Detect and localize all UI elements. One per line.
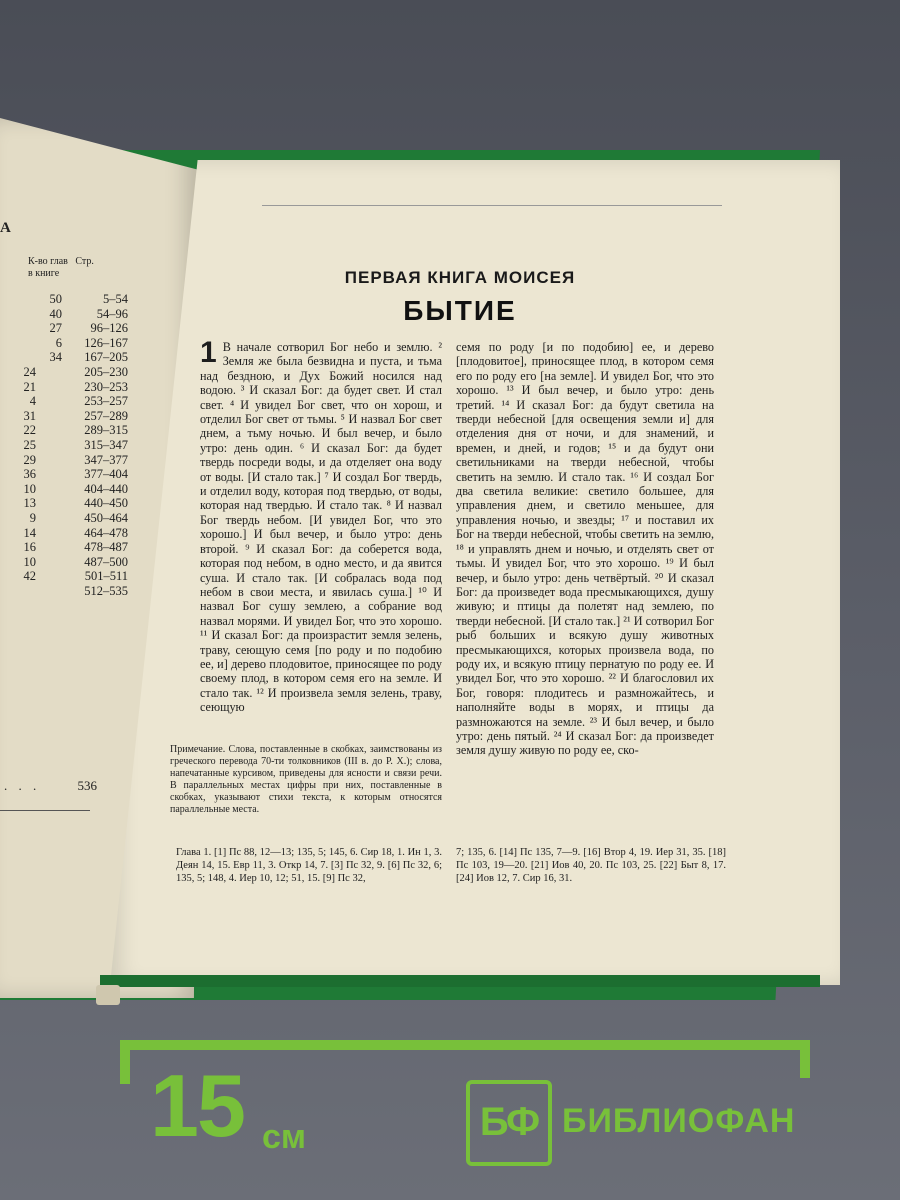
toc-cell: 440–450 xyxy=(84,496,128,511)
toc-cell: 21 xyxy=(23,379,36,394)
toc-cell: 42 xyxy=(23,569,36,584)
book-subtitle: ПЕРВАЯ КНИГА МОИСЕЯ xyxy=(344,268,576,287)
toc-row xyxy=(0,307,200,321)
toc-cell: 96–126 xyxy=(90,321,128,336)
text-column-left-body: В начале сотворил Бог небо и землю. ² Земля же была безвидна и пуста, и тьма над бездною, и Дух Божий носился над водою. ³ И сказал Бог: да будет свет. И стал свет. ⁴ И увидел Бог свет, что он хорош, и отделил Бог свет от тьмы. ⁵ И назвал Бог свет днем, а тьму ночью. И был вечер, и было утро: день один. ⁶ И сказал Бог: да будет твердь посреди воды, и да отделяет она воду от воды. [И стало так.] ⁷ И создал Бог твердь, и отделил воду, которая под твердью, от воды, которая над твердью. И стало так. ⁸ И назвал Бог твердь небом. [И увидел Бог, что это хорошо.] И был вечер, и было утро: день второй. ⁹ И сказал Бог: да соберется вода, которая под небом, в одно место, и да явится суша. И стало так. [И собралась вода под небом в свои места, и явилась суша.] ¹⁰ И назвал Бог сушу землею, а собрание вод назвал морями. И увидел Бог, что это хорошо. ¹¹ И сказал Бог: да произрастит земля зелень, траву, сеющую семя [по роду и по подобию ее, и] дерево плодовитое, приносящее по роду своему плод, в котором семя его на земле. И стало так. ¹² И произвела земля зелень, траву, сеющую xyxy=(200,340,442,715)
toc-row xyxy=(0,292,200,306)
toc-cell: 205–230 xyxy=(84,365,128,379)
toc-footer: . . . 536 xyxy=(4,778,97,793)
toc-cell: 167–205 xyxy=(84,350,128,365)
book-title: БЫТИЕ xyxy=(403,295,517,326)
logo-mark: БФ xyxy=(479,1100,539,1144)
toc-cell: 501–511 xyxy=(84,569,128,584)
logo-name: БИБЛИОФАН xyxy=(562,1102,796,1140)
toc-cell: 25 xyxy=(23,438,36,452)
toc-cell: 126–167 xyxy=(84,335,128,350)
toc-row xyxy=(0,350,200,364)
toc-cell: 6 xyxy=(55,335,62,350)
toc-cell: 5–54 xyxy=(103,292,128,306)
toc-cell: 24 xyxy=(23,365,36,379)
toc-cell: 404–440 xyxy=(84,481,128,496)
toc-cell: 13 xyxy=(23,496,36,511)
toc-cell: 512–535 xyxy=(84,584,128,598)
toc-row xyxy=(0,380,200,394)
toc-row xyxy=(0,394,200,408)
toc-cell: 487–500 xyxy=(84,554,128,569)
toc-cell: 347–377 xyxy=(84,452,128,467)
toc-cell: 377–404 xyxy=(84,467,128,482)
cross-references-right: 7; 135, 6. [14] Пс 135, 7—9. [16] Втор 4, 19. Иер 31, 35. [18] Пс 103, 19—20. [21] Иов 40, 20. Пс 103, 25. [22] Быт 8, 17. [24] Иов 12, 7. Сир 16, 31. xyxy=(456,847,726,884)
toc-cell: 253–257 xyxy=(84,394,128,409)
page-header-rule xyxy=(262,205,722,206)
text-column-right: семя по роду [и по подобию] ее, и дерево [плодовитое], приносящее плод, в котором семя его по роду его [на земле]. И увидел Бог, что это хорошо. ¹³ И был вечер, и было утро: день третий. ¹⁴ И сказал Бог: да будут светила на тверди небесной [для освещения земли и] для отделения дня от ночи, и для знамений, и времен, и дней, и годов; ¹⁵ и да будут они светильниками на тверди небесной, чтобы светить на землю. И стало так. ¹⁶ И создал Бог два светила великие: светило большее, для управления днем, и светило меньшее, для управления ночью, и звезды; ¹⁷ и поставил их Бог на тверди небесной, чтобы светить на землю, ¹⁸ и управлять днем и ночью, и отделять свет от тьмы. И увидел Бог, что это хорошо. ¹⁹ И был вечер, и было утро: день четвёртый. ²⁰ И сказал Бог: да произведет вода пресмыкающихся, душу живую; и птицы да полетят над землею, по тверди небесной. [И стало так.] ²¹ И сотворил Бог рыб больших и всякую душу животных пресмыкающихся, которых произвела вода, по роду их, и всякую птицу пернатую по роду ее. И увидел Бог, что это хорошо. ²² И благословил их Бог, говоря: плодитесь и размножайтесь, и наполняйте воды в морях, и птицы да размножаются на земле. ²³ И был вечер, и было утро: день пятый. ²⁴ И сказал Бог: да произведет земля душу живую по роду ее, ско- xyxy=(456,340,714,758)
toc-cell: 10 xyxy=(23,554,36,569)
toc-cell: 27 xyxy=(49,321,62,336)
toc-cell: 14 xyxy=(23,525,36,540)
toc-cell: 230–253 xyxy=(84,379,128,394)
chapter-number: 1 xyxy=(200,336,217,369)
toc-cell: 478–487 xyxy=(84,540,128,555)
toc-cell: 40 xyxy=(49,306,62,321)
toc-cell: 10 xyxy=(23,481,36,496)
toc-cell: 50 xyxy=(49,292,62,306)
toc-divider xyxy=(0,810,90,811)
scale-value: 15 xyxy=(150,1056,244,1155)
toc-cell: 257–289 xyxy=(84,408,128,423)
toc-cell: 22 xyxy=(23,423,36,438)
toc-cell: 54–96 xyxy=(96,306,128,321)
scale-ruler-tick-right xyxy=(800,1040,810,1078)
toc-cell: 9 xyxy=(29,511,36,525)
scale-ruler-tick-left xyxy=(120,1040,130,1084)
bibliofan-logo-icon xyxy=(466,1080,552,1166)
toc-cell: 315–347 xyxy=(84,438,128,452)
toc-row xyxy=(0,365,200,379)
toc-heading: А xyxy=(0,220,11,236)
toc-cell: 464–478 xyxy=(84,525,128,540)
scale-unit: см xyxy=(262,1118,307,1156)
toc-cell: 36 xyxy=(23,467,36,482)
toc-cell: 31 xyxy=(23,408,36,423)
toc-row xyxy=(0,321,200,335)
footnote: Примечание. Слова, поставленные в скобках, заимствованы из греческого перевода 70-ти толковников (III в. до Р. Х.); слова, напечатанные курсивом, приведены для ясности и связи речи. В параллельных местах цифры при них, поставленные в скобках, указывают стихи текста, к которым относятся параллельные места. xyxy=(170,744,442,815)
toc-column-header: К-во глав Стр. в книге xyxy=(28,256,94,279)
toc-cell: 16 xyxy=(23,540,36,555)
text-column-left xyxy=(200,336,442,715)
spine-wear xyxy=(96,985,120,1005)
toc-cell: 4 xyxy=(29,394,36,409)
scale-ruler xyxy=(120,1040,810,1050)
toc-cell: 34 xyxy=(49,350,62,365)
toc-row xyxy=(0,336,200,350)
toc-cell: 29 xyxy=(23,452,36,467)
toc-footer-page: 536 xyxy=(77,778,97,793)
toc-cell: 450–464 xyxy=(84,511,128,525)
cross-references-left: Глава 1. [1] Пс 88, 12—13; 135, 5; 145, 6. Сир 18, 1. Ин 1, 3. Деян 14, 15. Евр 11, 3. Откр 14, 7. [3] Пс 32, 9. [6] Пс 32, 6; 135, 5; 148, 4. Иер 10, 12; 51, 15. [9] Пс 32, xyxy=(176,847,442,884)
book-page-edge xyxy=(100,975,820,987)
toc-cell: 289–315 xyxy=(84,423,128,438)
